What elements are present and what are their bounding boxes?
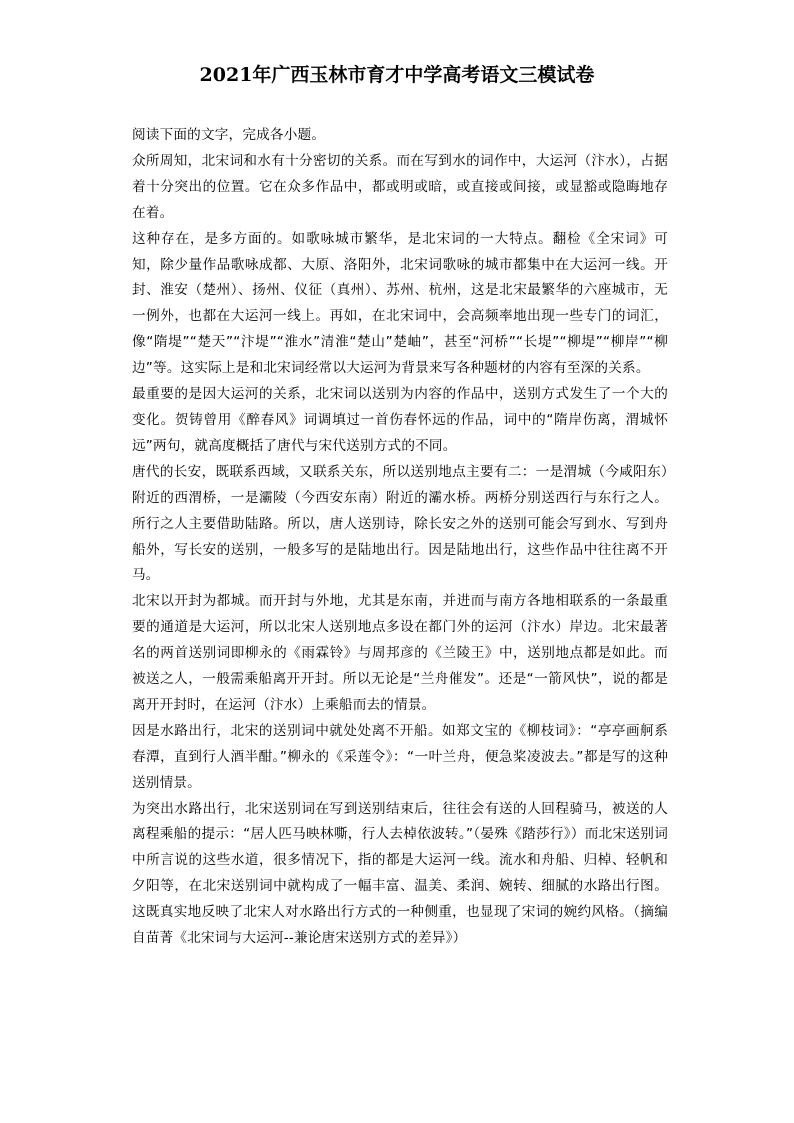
passage-paragraph: 这种存在，是多方面的。如歌咏城市繁华，是北宋词的一大特点。翻检《全宋词》可知，除少量作品歌咏成都、大原、洛阳外，北宋词歌咏的城市都集中在大运河一线。开封、淮安（楚州）、扬州、仪征（真州）、苏州、杭州，这是北宋最繁华的六座城市，无一例外，也都在大运河一线上。再如，在北宋词中，会高频率地出现一些专门的词汇，像“隋堤”“楚天”“汴堤”“淮水”清淮“楚山”楚岫”，甚至“河桥”“长堤”“柳堤”“柳岸”“柳边”等。这实际上是和北宋词经常以大运河为背景来写各种题材的内容有至深的关系。 bbox=[132, 230, 668, 377]
passage-paragraph: 北宋以开封为都城。而开封与外地，尤其是东南，并进而与南方各地相联系的一条最重要的通道是大运河，所以北宋人送别地点多设在都门外的运河（汴水）岸边。北宋最著名的两首送别词即柳永的《雨霖铃》与周邦彦的《兰陵王》中，送别地点都是如此。而被送之人，一般需乘船离开开封。所以无论是“兰舟催发”。还是“一箭风快”，说的都是离开开封时，在运河（汴水）上乘船而去的情景。 bbox=[132, 593, 668, 713]
passage-paragraph: 为突出水路出行，北宋送别词在写到送别结束后，往往会有送的人回程骑马，被送的人离程乘船的提示：“居人匹马映林嘶，行人去棹依波转。”（晏殊《踏莎行》）而北宋送别词中所言说的这些水道，很多情况下，指的都是大运河一线。流水和舟船、归棹、轻帆和夕阳等，在北宋送别词中就构成了一幅丰富、温美、柔润、婉转、细腻的水路出行图。这既真实地反映了北宋人对水路出行方式的一种侧重，也显现了宋词的婉约风格。（摘编自苗菁《北宋词与大运河--兼论唐宋送别方式的差异》） bbox=[132, 800, 668, 947]
passage-paragraph: 因是水路出行，北宋的送别词中就处处离不开船。如郑文宝的《柳枝词》：“亭亭画舸系春潭，直到行人酒半酣。”柳永的《采莲令》：“一叶兰舟，便急桨凌波去。”都是写的这种送别情景。 bbox=[132, 722, 668, 791]
passage-paragraph: 众所周知，北宋词和水有十分密切的关系。而在写到水的词作中，大运河（汴水），占据着十分突出的位置。它在众多作品中，都或明或暗，或直接或间接，或显豁或隐晦地存在着。 bbox=[132, 152, 668, 221]
reading-passage bbox=[132, 123, 668, 952]
instruction-paragraph: 阅读下面的文字，完成各小题。 bbox=[132, 127, 326, 143]
passage-paragraph: 唐代的长安，既联系西域，又联系关东，所以送别地点主要有二：一是渭城（今咸阳东）附近的西渭桥，一是灞陵（今西安东南）附近的灞水桥。两桥分别送西行与东行之人。所行之人主要借助陆路。所以，唐人送别诗，除长安之外的送别可能会写到水、写到舟船外，写长安的送别，一般多写的是陆地出行。因是陆地出行，这些作品中往往离不开马。 bbox=[132, 463, 668, 584]
page-title: 2021年广西玉林市育才中学高考语文三模试卷 bbox=[199, 64, 595, 86]
passage-paragraph: 最重要的是因大运河的关系，北宋词以送别为内容的作品中，送别方式发生了一个大的变化。贺铸曾用《醉春风》词调填过一首伤春怀远的作品，词中的“隋岸伤离，渭城怀远”两句，就高度概括了唐代与宋代送别方式的不同。 bbox=[132, 386, 668, 454]
